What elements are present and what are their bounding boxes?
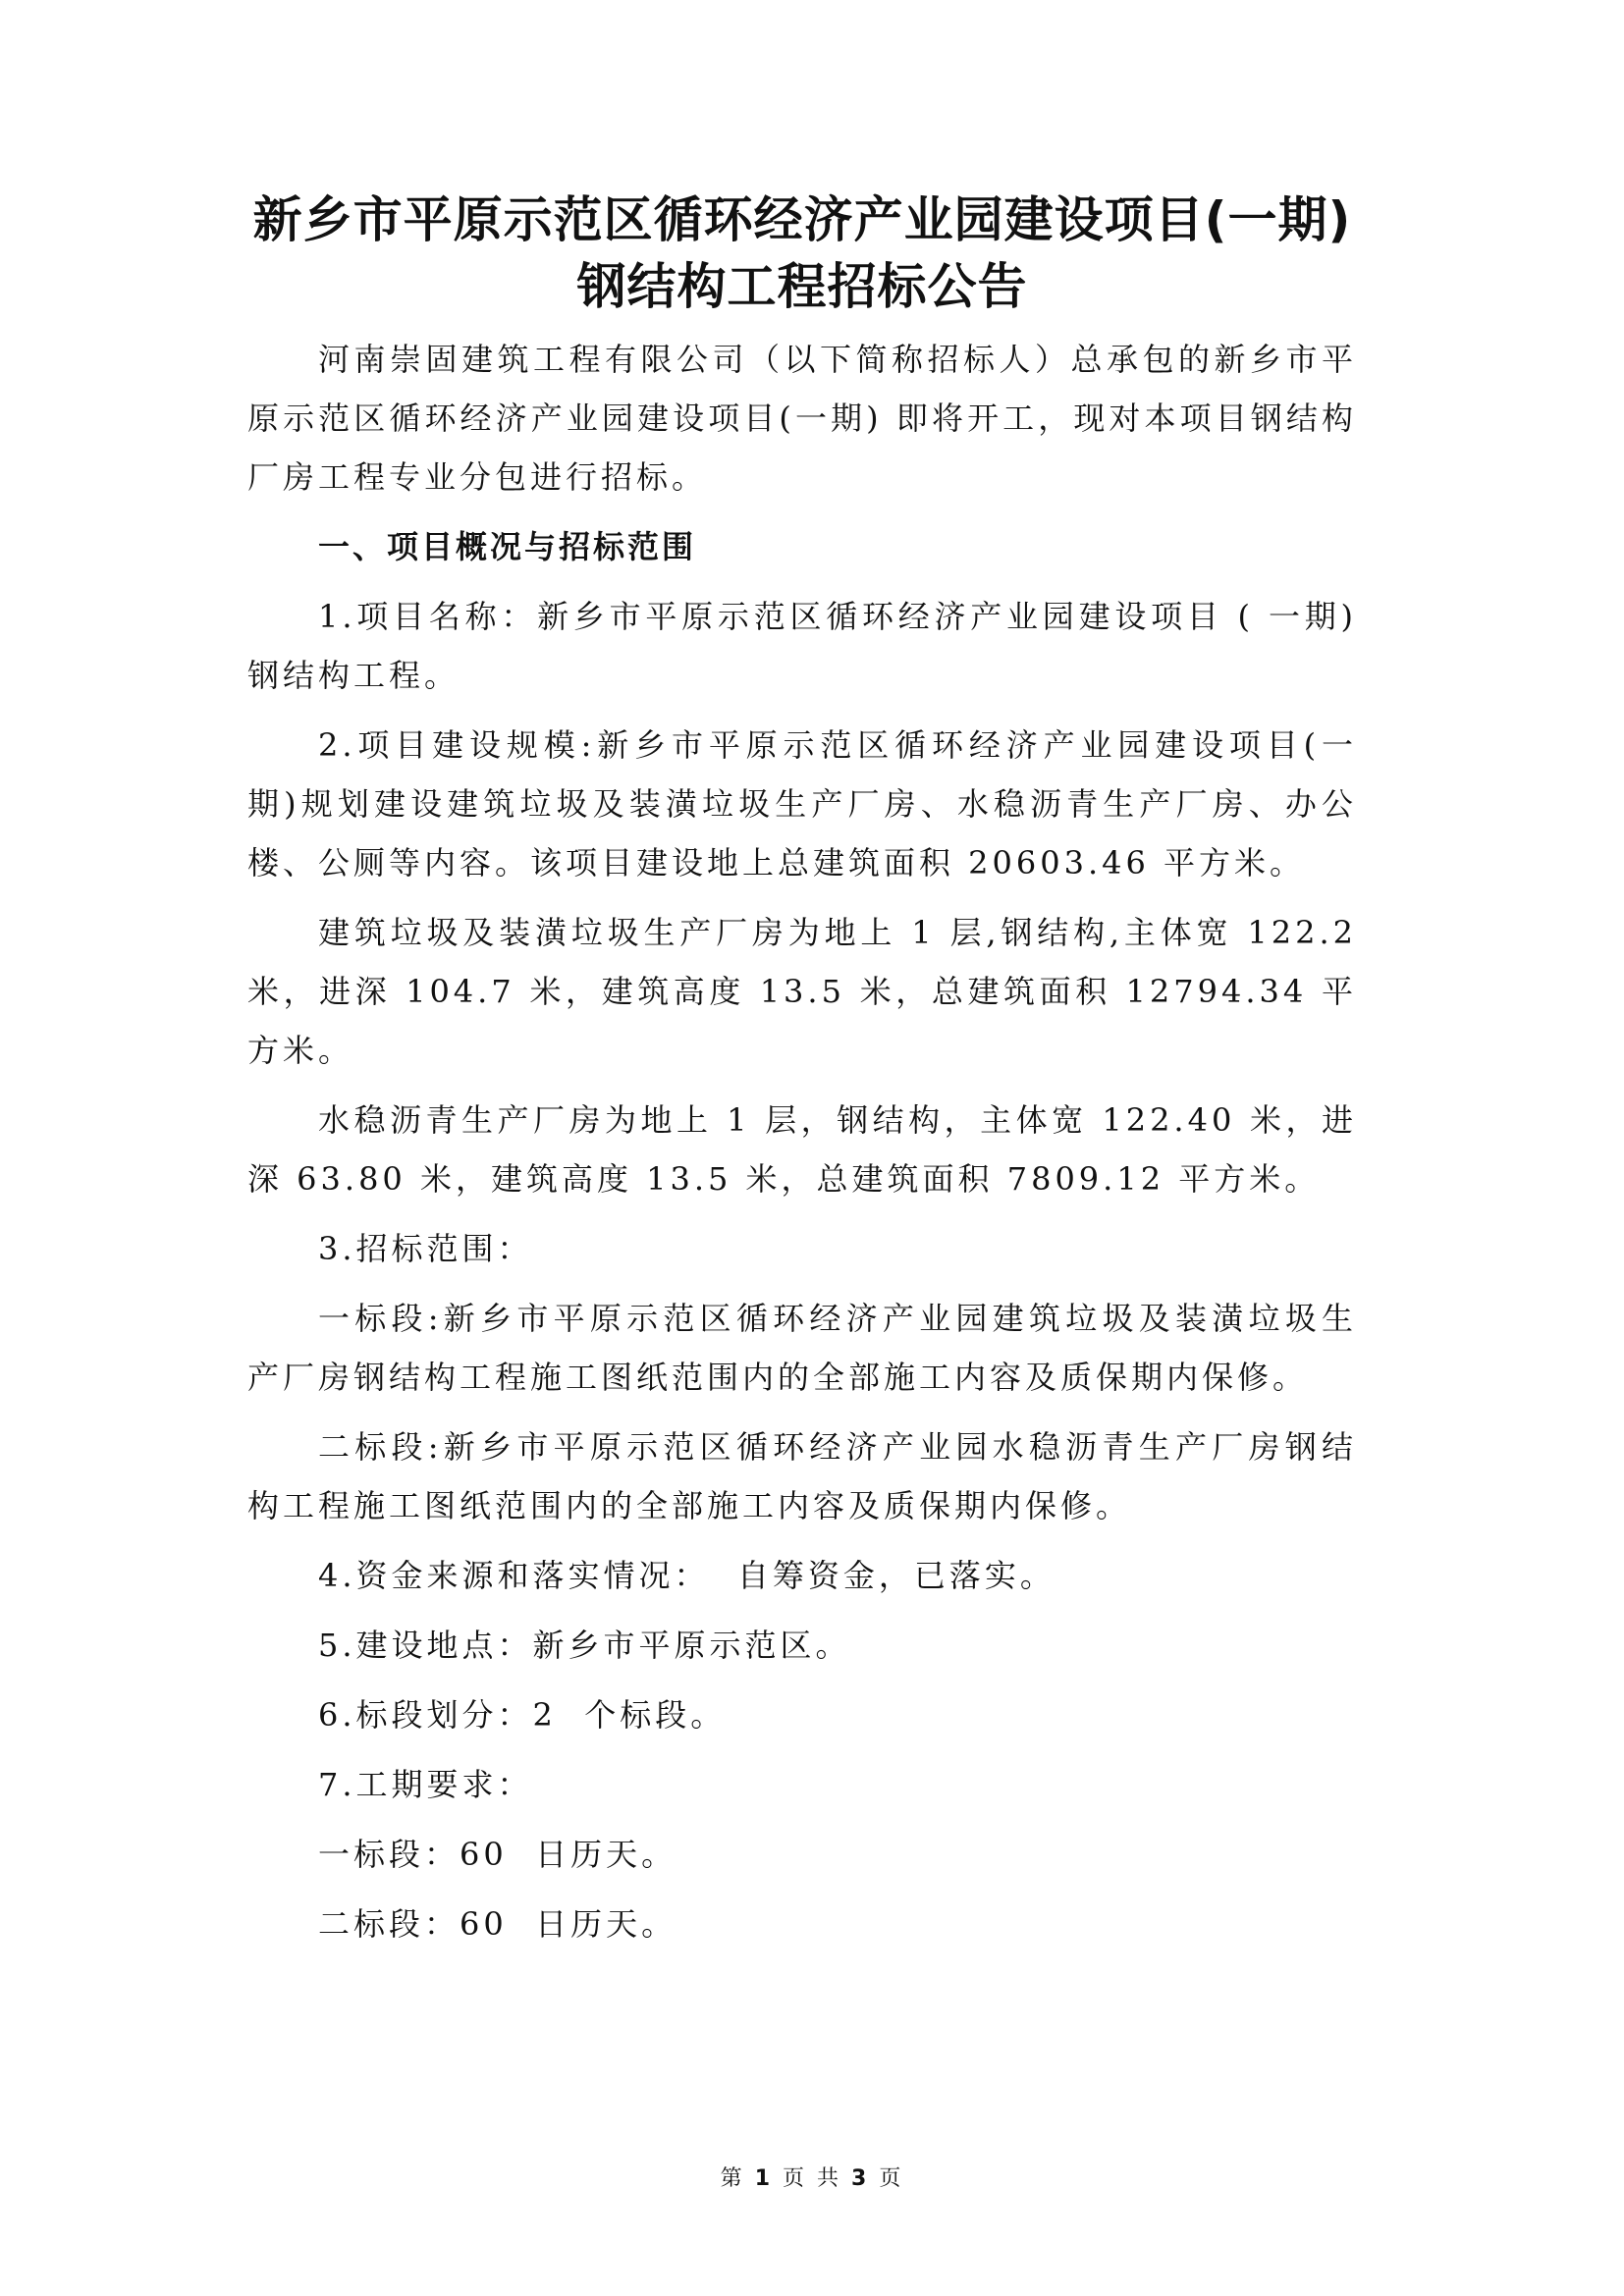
footer-total-pages: 3 <box>851 2166 870 2191</box>
item-project-scale: 2.项目建设规模:新乡市平原示范区循环经济产业园建设项目(一期)规划建设建筑垃圾及装潢垃圾生产厂房、水稳沥青生产厂房、办公楼、公厕等内容。该项目建设地上总建筑面积 20603.46 平方米。 <box>247 726 1357 881</box>
item-lot1-schedule: 一标段：60 日历天。 <box>318 1836 677 1873</box>
item-funding: 4.资金来源和落实情况： 自筹资金，已落实。 <box>318 1557 1056 1594</box>
item-lots: 6.标段划分：2 个标段。 <box>318 1696 727 1734</box>
item-lot2-schedule: 二标段：60 日历天。 <box>318 1905 677 1943</box>
footer-prefix: 第 <box>720 2166 745 2191</box>
item-lot1-scope: 一标段:新乡市平原示范区循环经济产业园建筑垃圾及装潢垃圾生产厂房钢结构工程施工图纸范围内的全部施工内容及质保期内保修。 <box>247 1300 1357 1396</box>
footer-suffix: 页 <box>879 2166 904 2191</box>
intro-paragraph: 河南崇固建筑工程有限公司（以下简称招标人）总承包的新乡市平原示范区循环经济产业园建设项目(一期) 即将开工，现对本项目钢结构厂房工程专业分包进行招标。 <box>247 341 1357 496</box>
item-project-name: 1.项目名称：新乡市平原示范区循环经济产业园建设项目 ( 一期)钢结构工程。 <box>247 598 1357 694</box>
item-location: 5.建设地点：新乡市平原示范区。 <box>318 1627 851 1664</box>
footer-current-page: 1 <box>754 2166 773 2191</box>
section-heading-overview: 一、项目概况与招标范围 <box>318 528 697 565</box>
title-line-1: 新乡市平原示范区循环经济产业园建设项目(一期) <box>252 191 1352 248</box>
item-scope-heading: 3.招标范围： <box>318 1230 533 1267</box>
page-footer <box>0 2162 1624 2192</box>
item-building-b: 水稳沥青生产厂房为地上 1 层，钢结构，主体宽 122.40 米，进深 63.80 米，建筑高度 13.5 米，总建筑面积 7809.12 平方米。 <box>247 1101 1357 1198</box>
item-schedule-heading: 7.工期要求： <box>318 1766 533 1803</box>
document-body <box>247 187 1372 1964</box>
item-building-a: 建筑垃圾及装潢垃圾生产厂房为地上 1 层,钢结构,主体宽 122.2 米，进深 104.7 米，建筑高度 13.5 米，总建筑面积 12794.34 平方米。 <box>247 914 1372 1069</box>
item-lot2-scope: 二标段:新乡市平原示范区循环经济产业园水稳沥青生产厂房钢结构工程施工图纸范围内的全部施工内容及质保期内保修。 <box>247 1428 1357 1524</box>
document-title <box>247 187 1357 320</box>
title-line-2: 钢结构工程招标公告 <box>576 258 1028 315</box>
footer-middle: 页 共 <box>783 2166 841 2191</box>
